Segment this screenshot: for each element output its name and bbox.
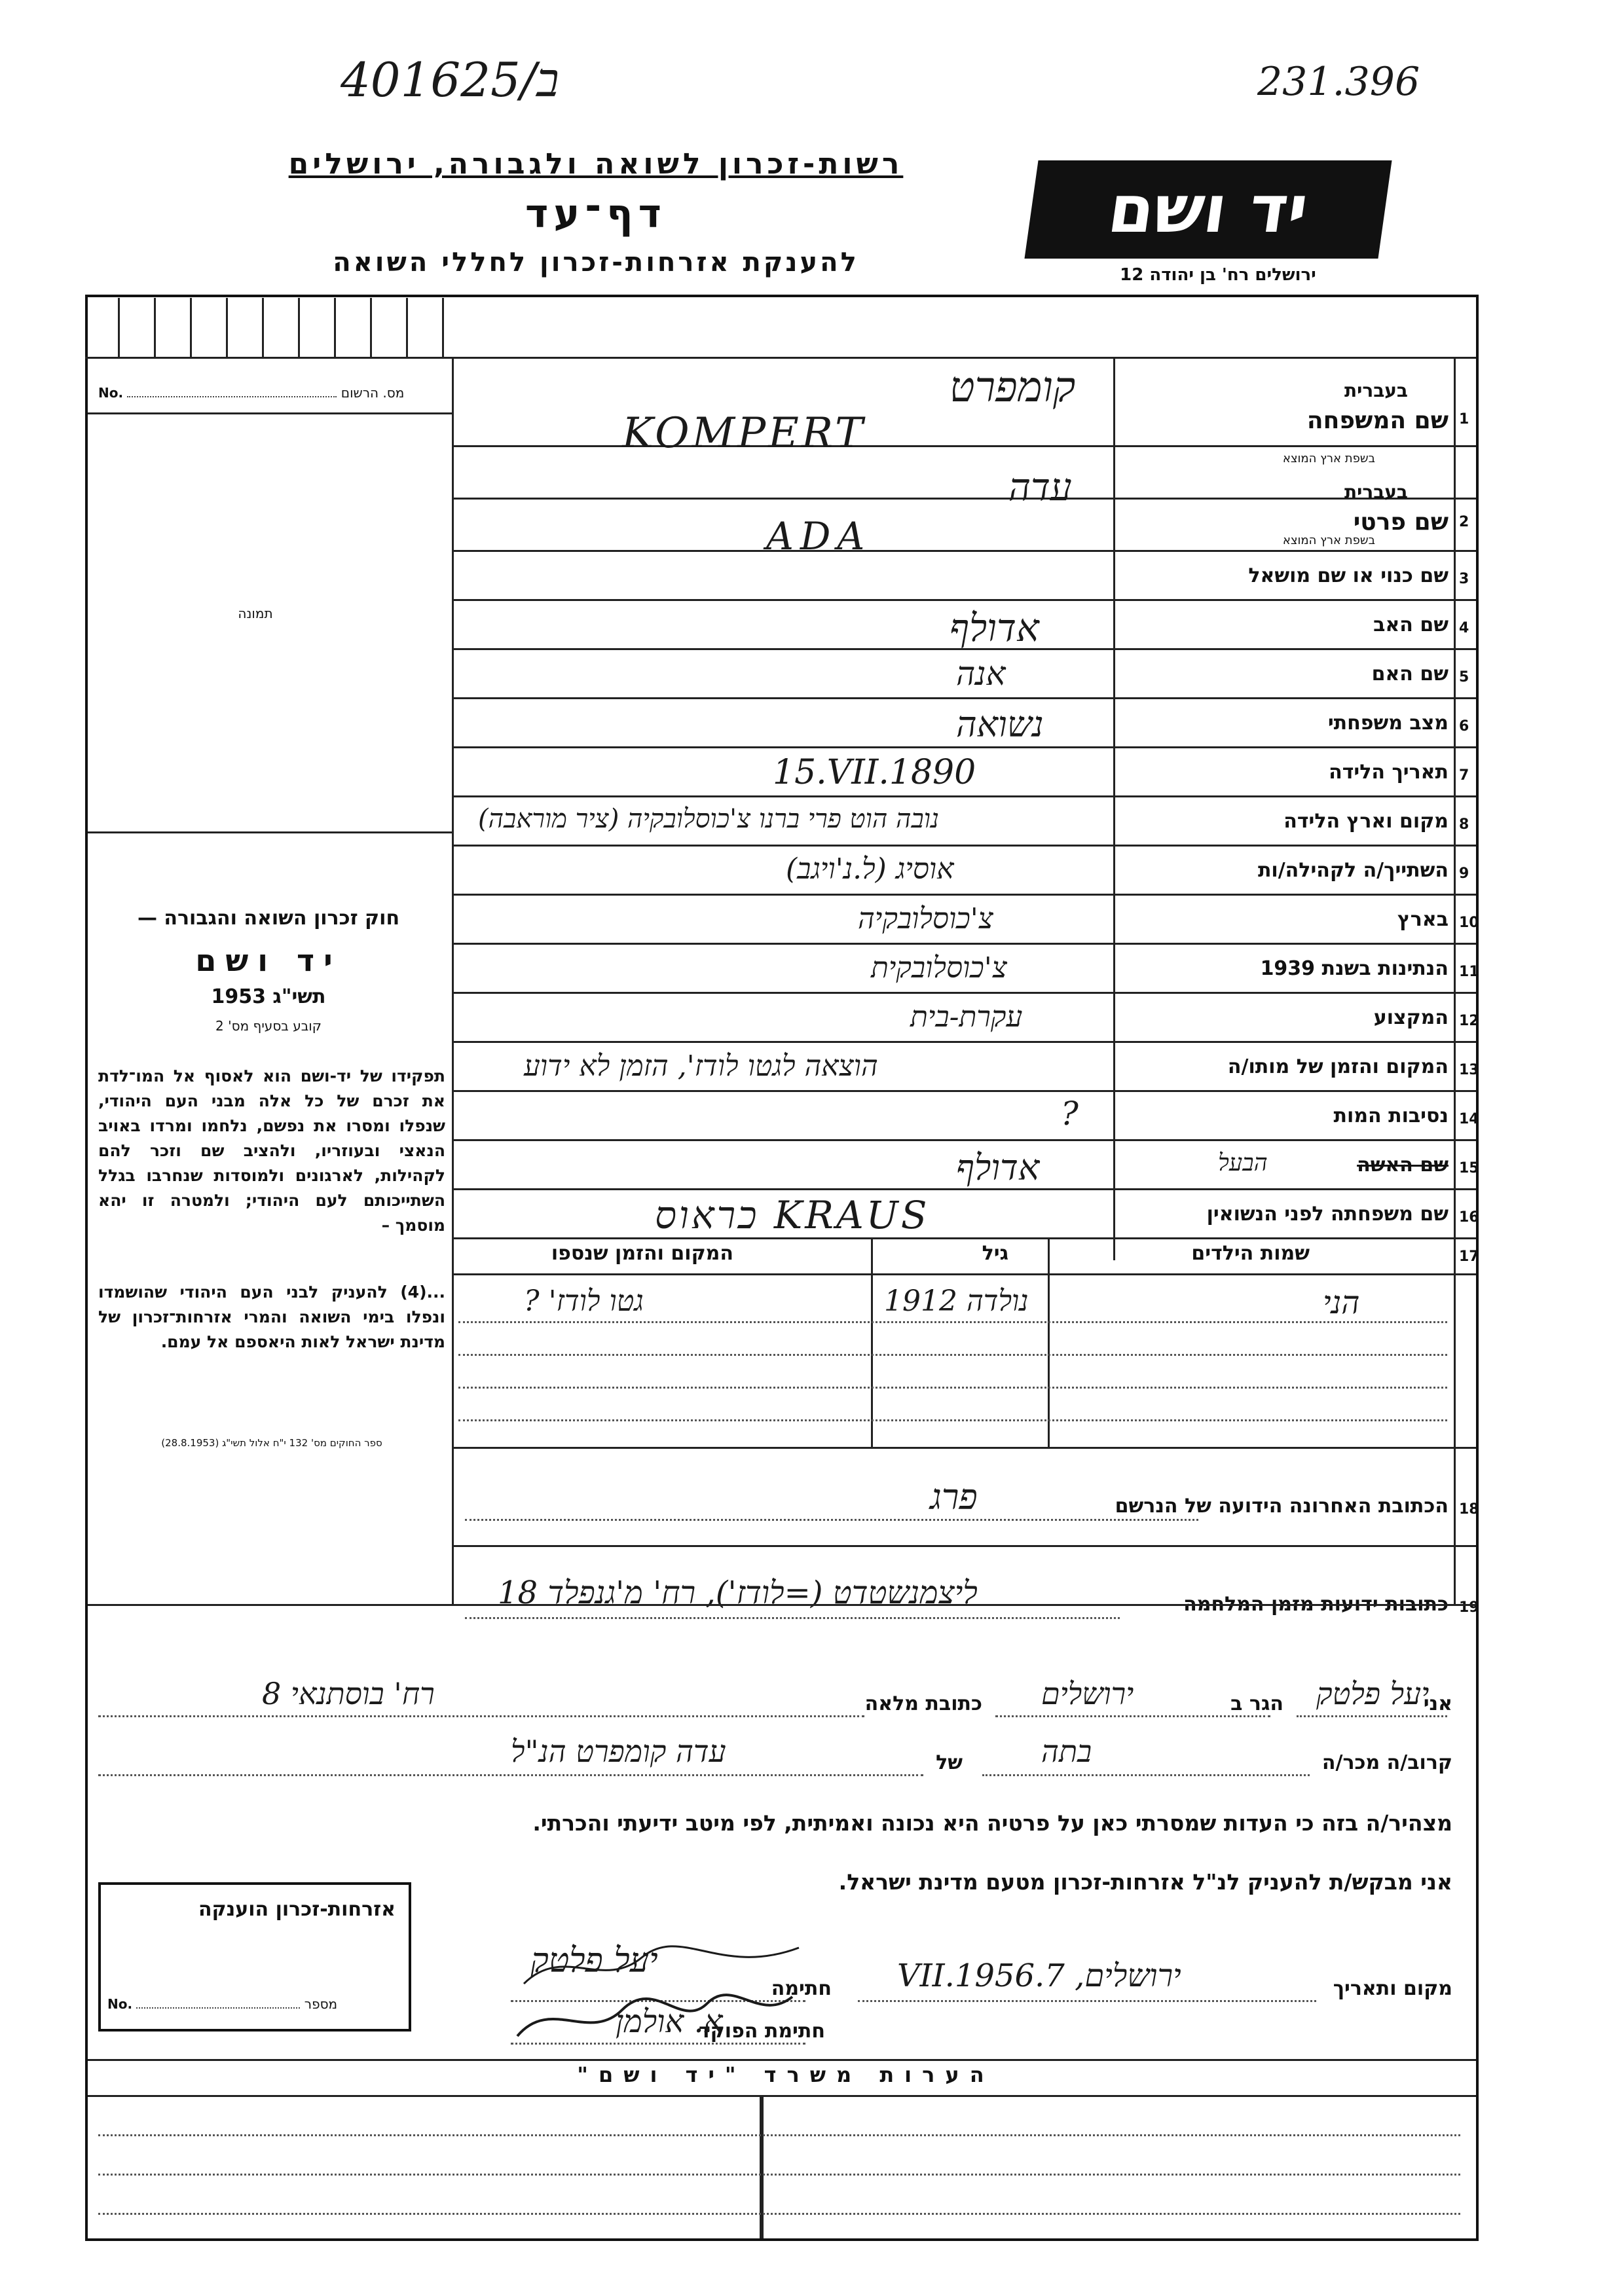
law-paragraph-2: ...(4) להעניק לבני העם היהודי שהושמדו ונפלו בימי השואה והמרי אזרחות־זכרון של מדינת ישראל לאות היאספם אל עמם.: [98, 1283, 445, 1351]
request-text: אני מבקש/ת להעניק לנ"ל אזרחות-זכרון מטעם מדינת ישראל.: [838, 1869, 1452, 1895]
declaration-text: מצהיר/ה בזה כי העדות שמסרתי כאן על פרטיה היא נכונה ואמיתית, לפי מיטב ידיעתי והכרתי.: [532, 1810, 1452, 1836]
husband-name: אדולף: [956, 1147, 1040, 1188]
doc-id-right: 231.396: [1257, 59, 1420, 105]
community: אוסיג (ל.נ'ויגב): [786, 852, 954, 886]
declarant-signature: יעל פלטק: [530, 1941, 658, 1980]
citizenship-box: [98, 1882, 411, 2032]
surname-hebrew: קומפרט: [950, 363, 1076, 412]
header-address: ירושלים רח' בן יהודה 12: [1120, 265, 1316, 285]
official-signature: א. אולמן: [616, 2003, 723, 2040]
doc-id-left: 40162ב/5: [341, 52, 559, 107]
citizenship-box-number: No. מספר: [107, 1996, 338, 2012]
law-footer: ספר החוקים מס' 132 י"ח אלול תשי"ג (28.8.1953): [161, 1437, 382, 1449]
law-title: חוק זכרון השואה והגבורה —: [137, 907, 400, 930]
child-age: נולדה 1912: [884, 1285, 1029, 1318]
reg-number-label: No. מס. הרשום: [98, 385, 405, 401]
nationality-1939: צ'כוסלובקית: [871, 951, 1007, 985]
law-year: תשי"ג 1953: [211, 985, 326, 1008]
declarant-relation: בתה: [1041, 1734, 1092, 1769]
firstname-local: ADA: [766, 514, 872, 558]
declarant-place-date: ירושלים, 7.VII.1956: [897, 1958, 1181, 1994]
maiden-name: כראוס KRAUS: [655, 1193, 930, 1237]
office-notes-divider: [760, 2095, 764, 2238]
death-circumstances: ?: [1061, 1095, 1079, 1133]
field-15-label-correction: הבעל: [1218, 1150, 1268, 1176]
children-header-place: המקום והזמן שנספו: [551, 1242, 733, 1265]
declarant-of-name: עדה קומפרט הנ"ל: [511, 1734, 726, 1769]
death-place-time: הוצאה לגטו לודז', הזמן לא ידוע: [524, 1049, 878, 1083]
father-name: אדולף: [950, 606, 1039, 650]
profession: עקרת-בית: [910, 1000, 1023, 1034]
declarant-name: יעל פלטק: [1316, 1676, 1430, 1711]
surname-local: KOMPERT: [622, 409, 866, 458]
child-name: הני: [1323, 1285, 1360, 1321]
firstname-hebrew: עדה: [1008, 465, 1072, 509]
children-header-age: גיל: [982, 1242, 1008, 1265]
declarant-signature-flourish: [511, 1938, 812, 1997]
law-name: יד ושם: [195, 943, 342, 978]
yad-vashem-logo: יד ושם: [1024, 160, 1392, 259]
form-title: דף־עד: [525, 191, 667, 237]
law-ref: קובע בסעיף מס' 2: [215, 1018, 322, 1034]
children-header-names: שמות הילדים: [1191, 1242, 1310, 1265]
marital-status: נשואה: [956, 704, 1044, 745]
org-line: רשות-זכרון לשואה ולגבורה, ירושלים: [288, 147, 904, 181]
declarant-city: ירושלים: [1041, 1676, 1134, 1711]
declarant-address: רח' בוסתנאי 8: [262, 1676, 435, 1711]
birth-place: נובה הוט פרי ברנו צ'כוסלובקיה (ציר מוראבה): [478, 804, 940, 834]
wartime-address: ליצמנשטדט (=לודז'), רח' מ'גנפלד 18: [498, 1575, 978, 1611]
form-subtitle: להענקת אזרחות-זכרון לחללי השואה: [333, 247, 859, 278]
birth-date: 15.VII.1890: [773, 753, 976, 792]
office-notes-title: הערות משרד "יד ושם": [577, 2062, 995, 2087]
citizenship-box-title: אזרחות-זכרון הוענקה: [198, 1898, 396, 1921]
law-paragraph-1: תפקידו של יד-ושם הוא לאסוף אל המו־לדת את זכרם של כל אלה מבני העם היהודי, שנפלו ומסרו את נפשם, נלחמו ומרדו באויב הנאצי ובעוזריו, ולהציב שם וזכר להם לקהילות, לארגונים ולמוסדות שנחרבו בגלל השתייכותם לעם היהודי; ולמטרה זו יהא מוסמך –: [98, 1066, 445, 1235]
last-address: פרג: [930, 1476, 978, 1518]
child-place: גטו לודז' ?: [524, 1285, 644, 1318]
country: צ'כוסלובקיה: [858, 902, 993, 936]
mother-name: אנה: [956, 655, 1006, 693]
photo-label: תמונה: [238, 606, 273, 621]
